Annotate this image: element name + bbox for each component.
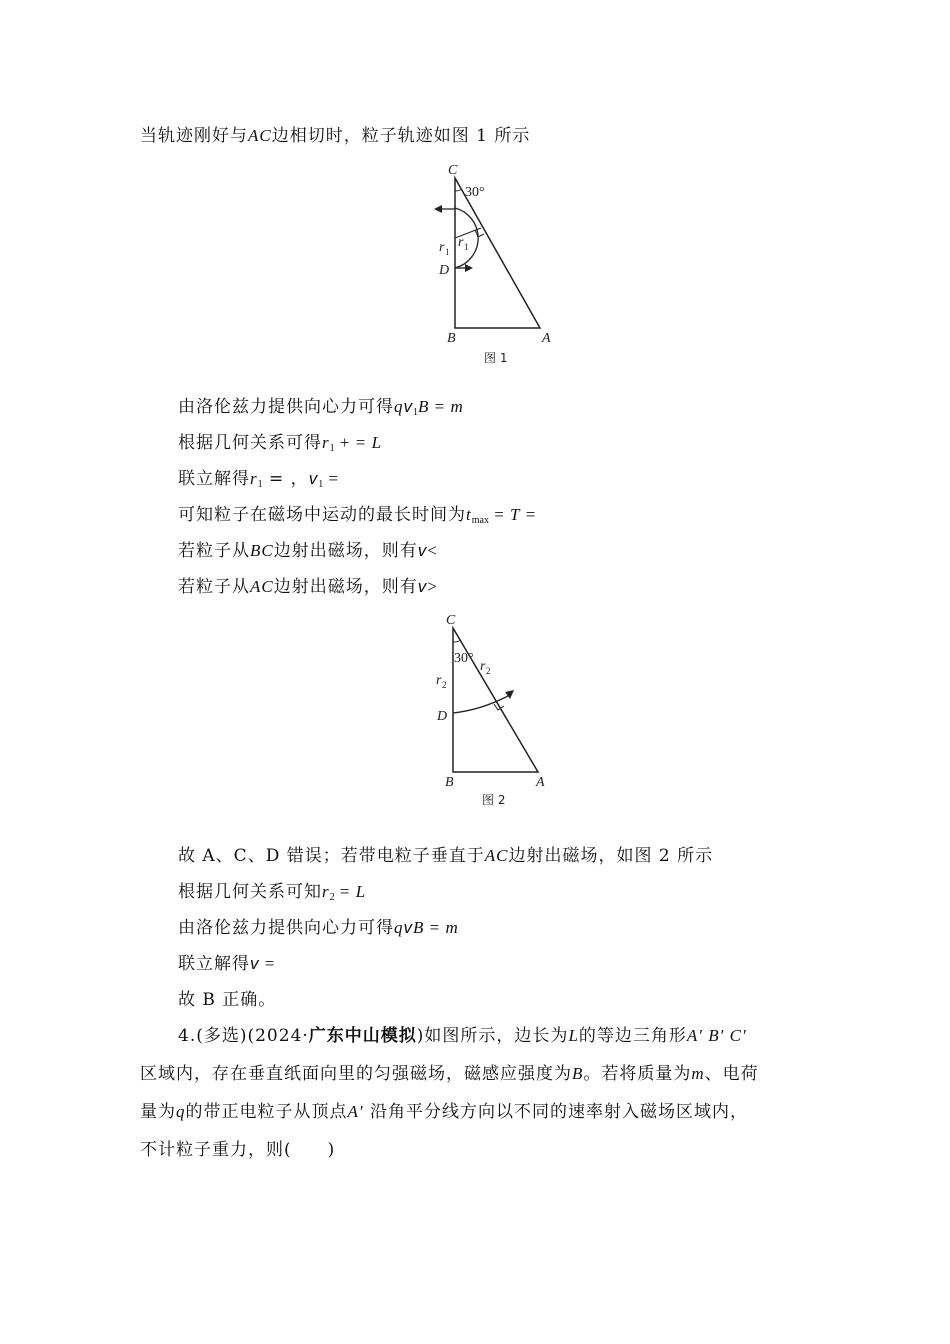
label-r-left-sub: 2 bbox=[442, 680, 447, 690]
text-line-10: 由洛伦兹力提供向心力可得qvB = m bbox=[178, 918, 459, 938]
exit-arrow-head bbox=[505, 690, 514, 699]
figure-2-caption: 图 2 bbox=[482, 793, 506, 807]
text-line-9: 根据几何关系可知$r_2 = L$ bbox=[178, 882, 367, 903]
label-angle: 30° bbox=[454, 651, 474, 666]
label-B: B bbox=[445, 775, 454, 790]
label-r-left: r bbox=[439, 240, 445, 255]
label-r-left-sub: 1 bbox=[445, 247, 450, 257]
figure-1 bbox=[420, 158, 580, 370]
label-A: A bbox=[536, 775, 545, 790]
text-line-11: 联立解得v = bbox=[178, 954, 276, 974]
text-line-5: 可知粒子在磁场中运动的最长时间为$t_{max} = T$ = bbox=[178, 505, 537, 526]
text-line-7: 若粒子从AC边射出磁场，则有v> bbox=[178, 577, 438, 597]
label-D: D bbox=[439, 263, 450, 278]
text-line-4: 联立解得$r_1$ = ，$v_1$ = bbox=[178, 469, 340, 490]
label-C: C bbox=[446, 613, 456, 628]
figure-2-diagram bbox=[420, 610, 580, 816]
angle-arc bbox=[453, 640, 461, 642]
label-r-inner-sub: 1 bbox=[464, 242, 469, 252]
text-line-12: 故 B 正确。 bbox=[178, 990, 277, 1010]
label-B: B bbox=[447, 331, 456, 346]
figure-1-diagram bbox=[420, 158, 580, 370]
angle-arc bbox=[455, 189, 462, 191]
question-4-line-2: 区域内，存在垂直纸面向里的匀强磁场，磁感应强度为B。若将质量为m、电荷 bbox=[140, 1064, 759, 1084]
text-line-2: 由洛伦兹力提供向心力可得$qv_1B = m$ bbox=[178, 397, 464, 418]
label-D: D bbox=[437, 709, 448, 724]
exit-arrow-head bbox=[434, 205, 442, 213]
label-C: C bbox=[448, 163, 458, 178]
label-r-slant: r bbox=[480, 659, 486, 674]
text-line-6: 若粒子从BC边射出磁场，则有v< bbox=[178, 541, 438, 561]
entry-arrow-head bbox=[465, 264, 473, 272]
question-4-line-4: 不计粒子重力，则( ) bbox=[140, 1140, 336, 1160]
right-angle-mark bbox=[475, 230, 484, 237]
figure-2 bbox=[420, 610, 580, 816]
question-4-line-3: 量为q的带正电粒子从顶点A′ 沿角平分线方向以不同的速率射入磁场区域内， bbox=[140, 1102, 749, 1122]
text-line-1: 当轨迹刚好与AC边相切时，粒子轨迹如图 1 所示 bbox=[140, 126, 531, 146]
label-r-slant-sub: 2 bbox=[486, 666, 491, 676]
figure-1-caption: 图 1 bbox=[484, 351, 508, 365]
triangle-outline bbox=[455, 178, 540, 328]
text-line-3: 根据几何关系可得$r_1$ + = L bbox=[178, 433, 383, 454]
triangle-outline bbox=[453, 628, 538, 772]
label-angle: 30° bbox=[465, 185, 485, 200]
label-A: A bbox=[542, 331, 551, 346]
question-4-line-1: 4.(多选)(2024·广东中山模拟)如图所示，边长为L的等边三角形A′ B′ C′ bbox=[178, 1026, 747, 1046]
text-line-8: 故 A、C、D 错误；若带电粒子垂直于AC边射出磁场，如图 2 所示 bbox=[178, 846, 714, 866]
label-r-inner: r bbox=[458, 235, 464, 250]
label-r-left: r bbox=[436, 673, 442, 688]
